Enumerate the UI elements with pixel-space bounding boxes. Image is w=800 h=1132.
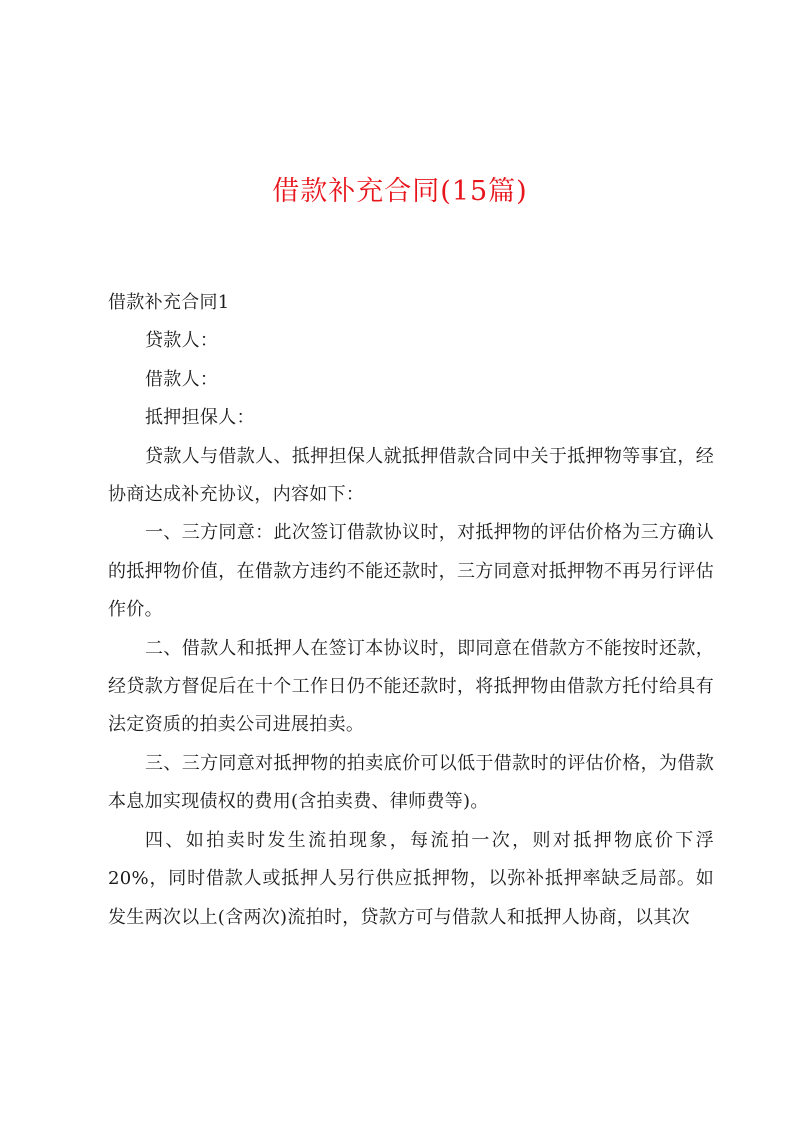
section-heading: 借款补充合同1 (108, 292, 230, 313)
document-body (108, 284, 714, 937)
paragraph-clause-2: 二、借款人和抵押人在签订本协议时，即同意在借款方不能按时还款，经贷款方督促后在十个工作日仍不能还款时，将抵押物由借款方托付给具有法定资质的拍卖公司进展拍卖。 (108, 637, 714, 736)
guarantor-label: 抵押担保人： (145, 407, 255, 429)
paragraph-clause-3: 三、三方同意对抵押物的拍卖底价可以低于借款时的评估价格，为借款本息加实现债权的费用(含拍卖费、律师费等)。 (108, 752, 714, 813)
paragraph-clause-1: 一、三方同意：此次签订借款协议时，对抵押物的评估价格为三方确认的抵押物价值，在借款方违约不能还款时，三方同意对抵押物不再另行评估作价。 (108, 522, 714, 621)
document-title: 借款补充合同(15篇) (272, 176, 528, 207)
borrower-label: 借款人： (145, 368, 219, 390)
paragraph-intro: 贷款人与借款人、抵押担保人就抵押借款合同中关于抵押物等事宜，经协商达成补充协议，内容如下： (108, 445, 714, 506)
lender-label: 贷款人： (145, 330, 219, 352)
paragraph-clause-4: 四、如拍卖时发生流拍现象，每流拍一次，则对抵押物底价下浮20%，同时借款人或抵押人另行供应抵押物，以弥补抵押率缺乏局部。如发生两次以上(含两次)流拍时，贷款方可与借款人和抵押人协商，以其次 (108, 829, 714, 928)
